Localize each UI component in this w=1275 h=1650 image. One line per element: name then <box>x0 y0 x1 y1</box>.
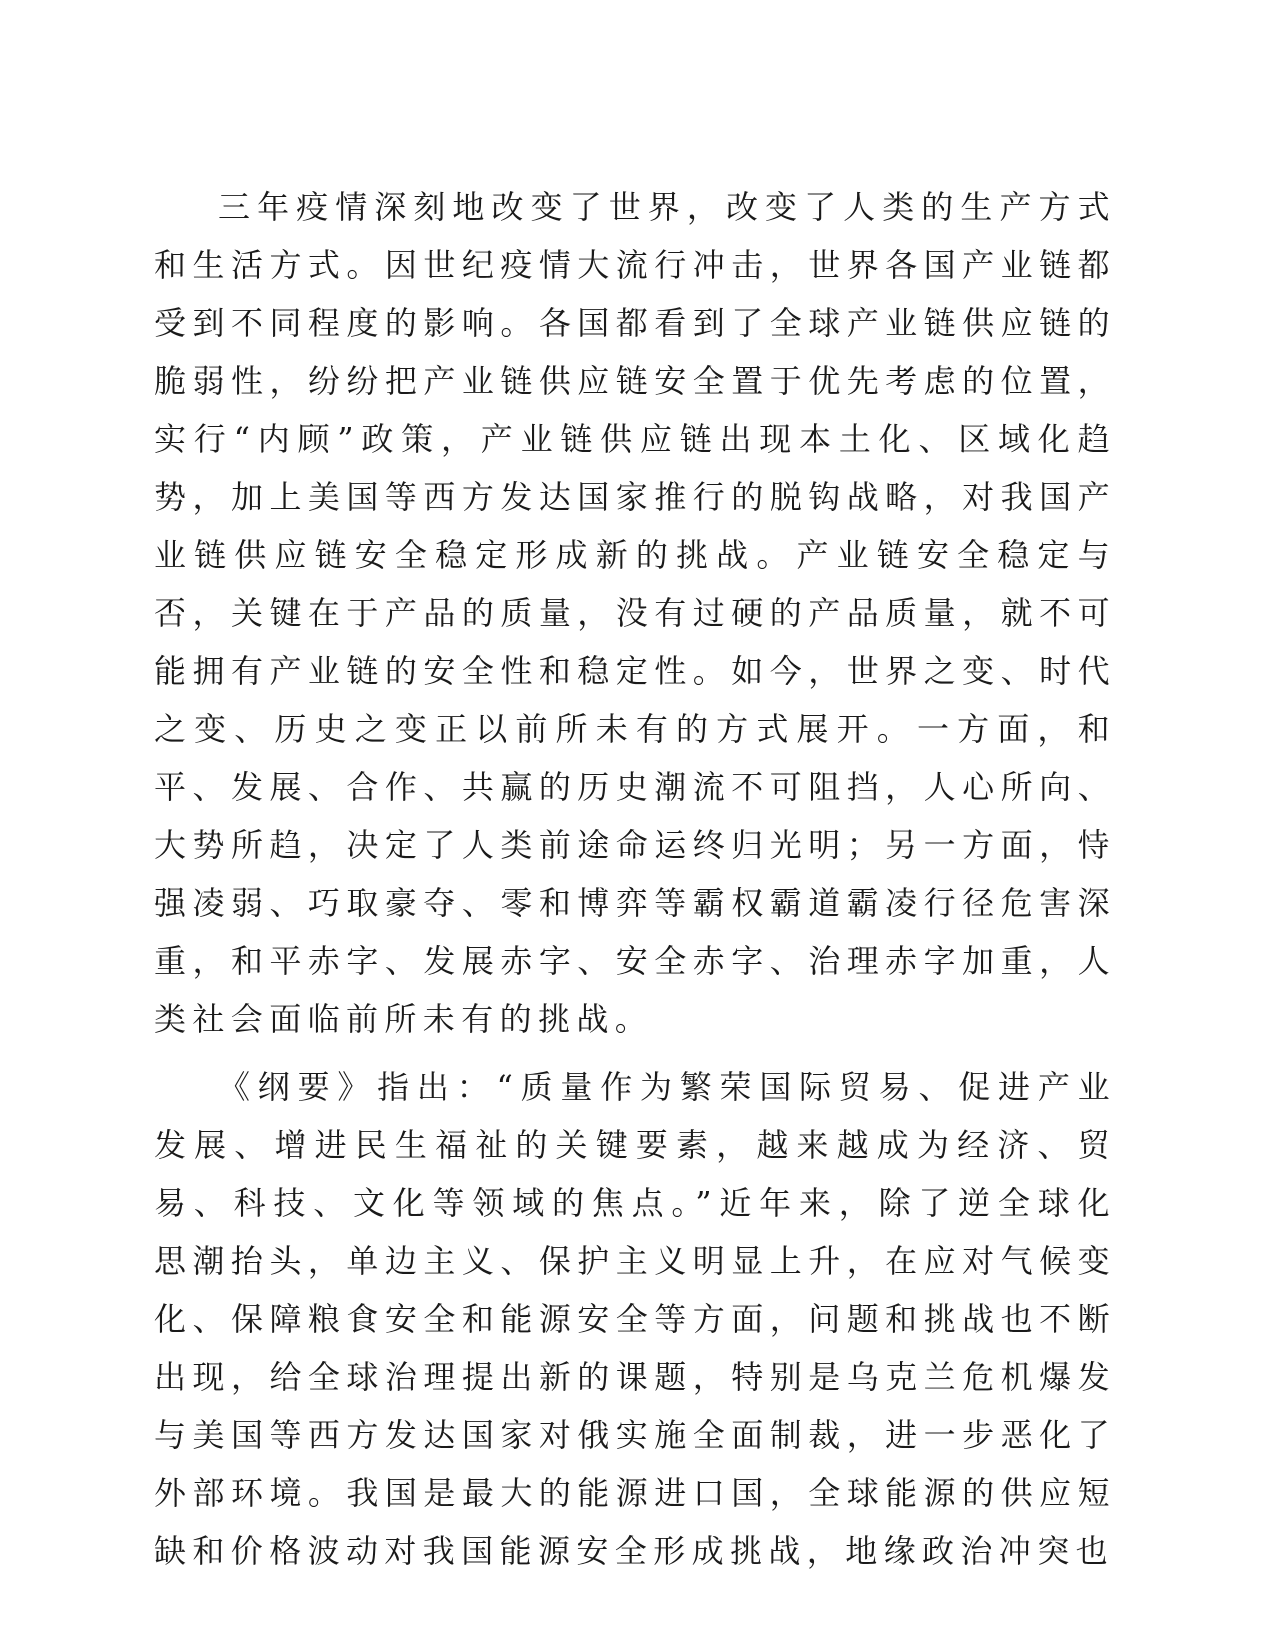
paragraph-2: 《纲要》指出：“质量作为繁荣国际贸易、促进产业发展、增进民生福祉的关键要素，越来越成为经济、贸易、科技、文化等领域的焦点。”近年来，除了逆全球化思潮抬头，单边主义、保护主义明显上升，在应对气候变化、保障粮食安全和能源安全等方面，问题和挑战也不断出现，给全球治理提出新的课题，特别是乌克兰危机爆发与美国等西方发达国家对俄实施全面制裁，进一步恶化了外部环境。我国是最大的能源进口国，全球能源的供应短缺和价格波动对我国能源安全形成挑战，地缘政治冲突也 <box>154 1068 1116 1570</box>
paragraph-1: 三年疫情深刻地改变了世界，改变了人类的生产方式和生活方式。因世纪疫情大流行冲击，世界各国产业链都受到不同程度的影响。各国都看到了全球产业链供应链的脆弱性，纷纷把产业链供应链安全置于优先考虑的位置，实行“内顾”政策，产业链供应链出现本土化、区域化趋势，加上美国等西方发达国家推行的脱钩战略，对我国产业链供应链安全稳定形成新的挑战。产业链安全稳定与否，关键在于产品的质量，没有过硬的产品质量，就不可能拥有产业链的安全性和稳定性。如今，世界之变、时代之变、历史之变正以前所未有的方式展开。一方面，和平、发展、合作、共赢的历史潮流不可阻挡，人心所向、大势所趋，决定了人类前途命运终归光明；另一方面，恃强凌弱、巧取豪夺、零和博弈等霸权霸道霸凌行径危害深重，和平赤字、发展赤字、安全赤字、治理赤字加重，人类社会面临前所未有的挑战。 <box>154 188 1116 1038</box>
document-body <box>154 178 1116 1580</box>
